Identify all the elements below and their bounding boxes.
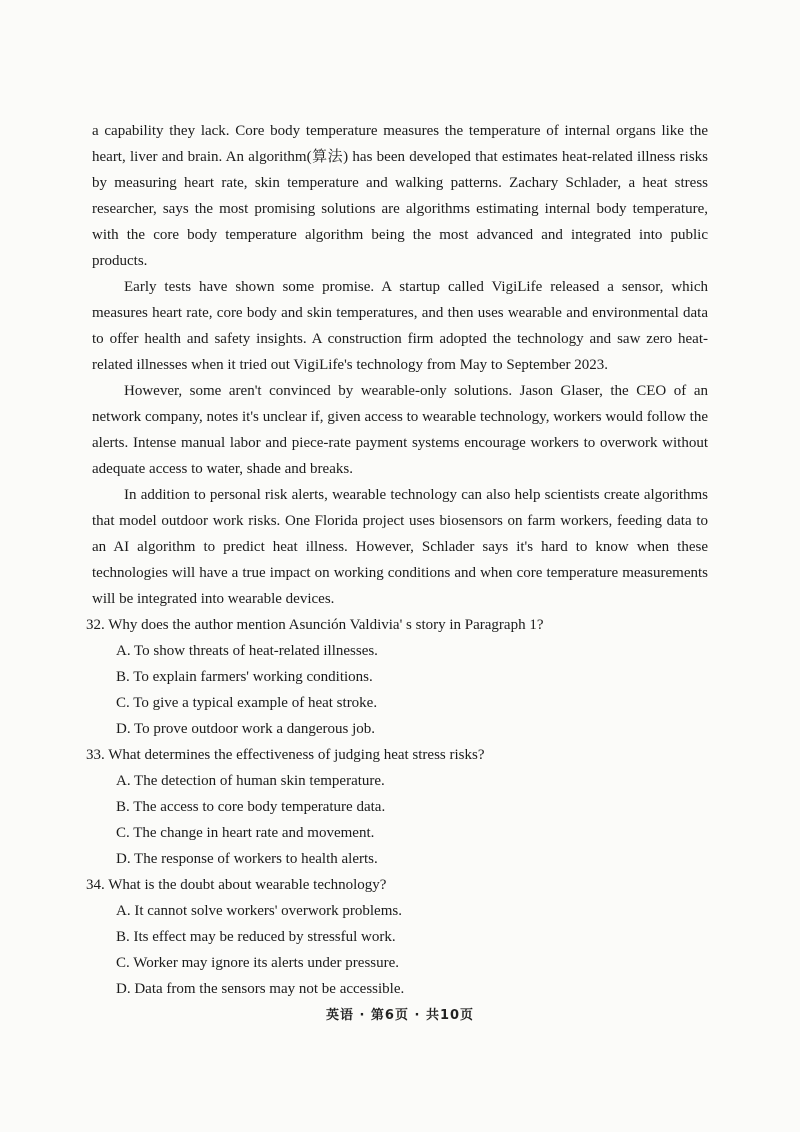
passage-paragraph: Early tests have shown some promise. A startup called VigiLife released a sensor, which measures heart rate, core body and skin temperatures, and then uses wearable and environmental data to offer health and safety insights. A construction firm adopted the technology and saw zero heat-related illnesses when it tried out VigiLife's technology from May to September 2023. bbox=[92, 279, 708, 373]
question-stem: 33. What determines the effectiveness of judging heat stress risks? bbox=[86, 747, 485, 763]
question-stem: 34. What is the doubt about wearable technology? bbox=[86, 877, 387, 893]
passage-paragraph: a capability they lack. Core body temperature measures the temperature of internal organs like the heart, liver and brain. An algorithm(算法) has been developed that estimates heat-related illness risks by measuring heart rate, skin temperature and walking patterns. Zachary Schlader, a heat stress researcher, says the most promising solutions are algorithms estimating internal body temperature, with the core body temperature algorithm being the most advanced and integrated into public products. bbox=[92, 123, 708, 269]
answer-option: D. Data from the sensors may not be accessible. bbox=[116, 981, 405, 997]
answer-option: C. To give a typical example of heat stroke. bbox=[116, 695, 378, 711]
question-stem: 32. Why does the author mention Asunción Valdivia' s story in Paragraph 1? bbox=[86, 617, 544, 633]
answer-option: D. To prove outdoor work a dangerous job. bbox=[116, 721, 376, 737]
answer-option: D. The response of workers to health alerts. bbox=[116, 851, 378, 867]
answer-option: B. To explain farmers' working conditions. bbox=[116, 669, 373, 685]
answer-option: B. Its effect may be reduced by stressful work. bbox=[116, 929, 396, 945]
page-footer: 英语 · 第6页 · 共10页 bbox=[325, 1008, 475, 1023]
answer-option: A. To show threats of heat-related illnesses. bbox=[116, 643, 378, 659]
passage-paragraph: However, some aren't convinced by wearable-only solutions. Jason Glaser, the CEO of an network company, notes it's unclear if, given access to wearable technology, workers would follow the alerts. Intense manual labor and piece-rate payment systems encourage workers to overwork without adequate access to water, shade and breaks. bbox=[92, 383, 708, 477]
answer-option: B. The access to core body temperature data. bbox=[116, 799, 386, 815]
passage-paragraph: In addition to personal risk alerts, wearable technology can also help scientists create algorithms that model outdoor work risks. One Florida project uses biosensors on farm workers, feeding data to an AI algorithm to predict heat illness. However, Schlader says it's hard to know when these technologies will have a true impact on working conditions and when core temperature measurements will be integrated into wearable devices. bbox=[92, 487, 708, 607]
answer-option: C. Worker may ignore its alerts under pressure. bbox=[116, 955, 400, 971]
question-block bbox=[86, 872, 708, 1002]
answer-option: A. It cannot solve workers' overwork problems. bbox=[116, 903, 402, 919]
answer-option: C. The change in heart rate and movement. bbox=[116, 825, 375, 841]
question-block bbox=[86, 742, 708, 872]
answer-option: A. The detection of human skin temperature. bbox=[116, 773, 385, 789]
reading-passage bbox=[92, 118, 708, 612]
question-block bbox=[86, 612, 708, 742]
exam-page bbox=[86, 118, 708, 1002]
